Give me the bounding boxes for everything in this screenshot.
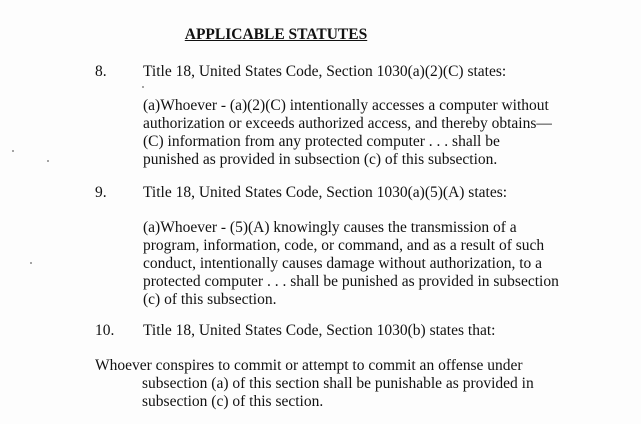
item-intro: Title 18, United States Code, Section 1030(a)(5)(A) states: bbox=[143, 184, 508, 201]
quote-line: (c) of this subsection. bbox=[143, 291, 277, 308]
quote-line: (a)Whoever - (a)(2)(C) intentionally accesses a computer without bbox=[143, 97, 549, 114]
scan-speck bbox=[30, 262, 32, 264]
quote-line: (C) information from any protected computer . . . shall be bbox=[143, 133, 500, 150]
statute-quote bbox=[143, 219, 563, 309]
closing-line: subsection (c) of this section. bbox=[142, 393, 324, 410]
item-number: 10. bbox=[95, 322, 115, 339]
item-number: 8. bbox=[95, 63, 107, 80]
quote-line: protected computer . . . shall be punished as provided in subsection bbox=[143, 273, 559, 290]
closing-line: subsection (a) of this section shall be punishable as provided in bbox=[142, 375, 534, 392]
item-number: 9. bbox=[95, 184, 107, 201]
item-intro: Title 18, United States Code, Section 1030(b) states that: bbox=[143, 322, 496, 339]
scan-speck bbox=[12, 150, 14, 152]
quote-line: program, information, code, or command, and as a result of such bbox=[143, 237, 545, 254]
quote-line: punished as provided in subsection (c) of this subsection. bbox=[143, 151, 498, 168]
scan-speck bbox=[47, 160, 49, 162]
closing-line: Whoever conspires to commit or attempt to commit an offense under bbox=[95, 357, 523, 374]
item-intro: Title 18, United States Code, Section 1030(a)(2)(C) states: bbox=[143, 63, 507, 80]
closing-paragraph bbox=[95, 357, 534, 411]
statute-quote bbox=[143, 97, 563, 169]
quote-line: conduct, intentionally causes damage without authorization, to a bbox=[143, 255, 543, 272]
section-heading: APPLICABLE STATUTES bbox=[184, 26, 368, 43]
quote-line: (a)Whoever - (5)(A) knowingly causes the transmission of a bbox=[143, 219, 517, 236]
quote-line: authorization or exceeds authorized access, and thereby obtains— bbox=[143, 115, 552, 132]
scan-speck bbox=[142, 86, 144, 88]
